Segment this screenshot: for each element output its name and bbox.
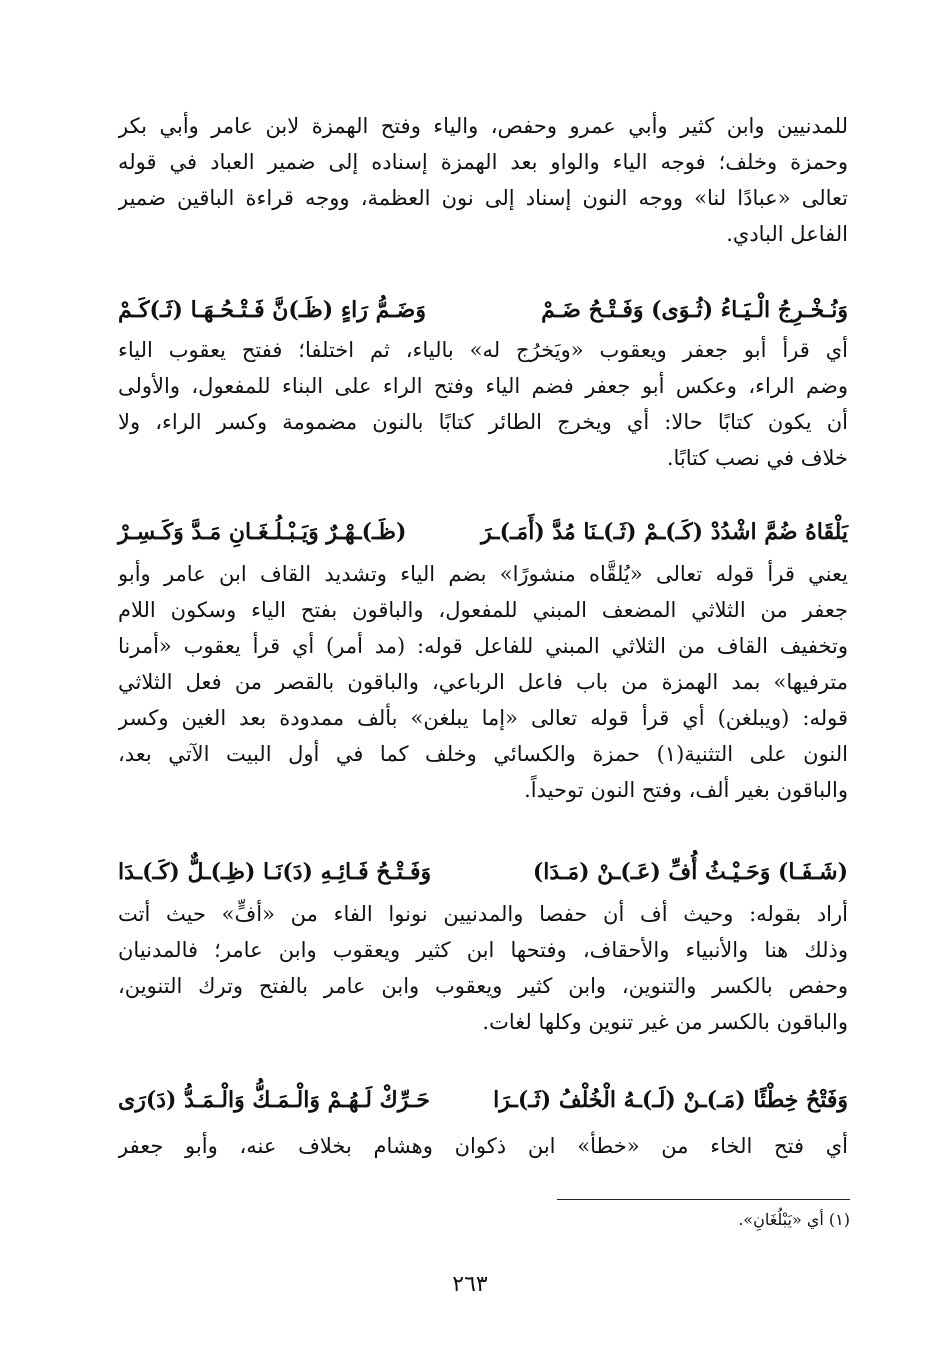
footnote: (١) أي «يَبْلُغَانِ». (738, 1210, 850, 1229)
verse-hemistich-first: وَفَتْحُ خِطْئًا (مَـ)ـنْ (لَـ)ـهُ الْخُلْفُ (ثَـ)ـرَا (493, 1087, 848, 1113)
text-line: مترفيها» بمد الهمزة من باب فاعل الرباعي، والباقون بالقصر من فعل الثلاثي (118, 670, 848, 694)
text-line: والباقون بالكسر من غير تنوين وكلها لغات. (482, 1010, 848, 1034)
text-line: أن يكون كتابًا حالا: أي ويخرج الطائر كتابًا بالنون مضمومة وكسر الراء، ولا (118, 410, 848, 434)
text-line: أراد بقوله: وحيث أف أن حفصا والمدنيين نونوا الفاء من «أفٍّ» حيث أتت (118, 902, 848, 926)
text-line: أي فتح الخاء من «خطأ» ابن ذكوان وهشام بخلاف عنه، وأبو جعفر (118, 1134, 848, 1158)
text-line: جعفر من الثلاثي المضعف المبني للمفعول، والباقون بفتح الياء وسكون اللام (118, 598, 848, 622)
verse-hemistich-first: (شَـفَـا) وَحَـيْـثُ أُفِّ (عَـ)ـنْ (مَـدَا) (532, 859, 848, 885)
text-line: النون على التثنية(١) حمزة والكسائي وخلف كما في أول البيت الآتي بعد، (118, 742, 848, 766)
text-line: قوله: (ويبلغن) أي قرأ قوله تعالى «إما يبلغن» بألف ممدودة بعد الغين وكسر (118, 706, 848, 730)
text-line: والباقون بغير ألف، وفتح النون توحيداً. (524, 778, 848, 802)
verse-2 (118, 512, 848, 552)
text-line: يعني قرأ قوله تعالى «يُلقَّاه منشورًا» بضم الياء وتشديد القاف ابن عامر وأبو (118, 562, 848, 586)
verse-4 (118, 1080, 848, 1120)
text-line: وتخفيف القاف من الثلاثي المبني للفاعل قوله: (مد أمر) أي قرأ يعقوب «أمرنا (118, 634, 848, 658)
text-line: للمدنيين وابن كثير وأبي عمرو وحفص، والياء وفتح الهمزة لابن عامر وأبي بكر (118, 114, 848, 138)
verse-hemistich-second: وَفَـتْـحُ فَـائِـهِ (دَ)نَـا (ظِـ)ـلٌّ (كَـ)ـدَا (118, 859, 432, 885)
verse-hemistich-second: (ظَـ)ـهْـرٌ وَيَـبْـلُـغَـانِ مَـدَّ وَكَـسِـرْ (118, 519, 407, 545)
text-line: خلاف في نصب كتابًا. (666, 446, 848, 470)
verse-1 (118, 290, 848, 330)
verse-3 (118, 852, 848, 892)
text-line: وضم الراء، وعكس أبو جعفر فضم الياء وفتح الراء على البناء للمفعول، والأولى (118, 374, 848, 398)
text-line: وحفص بالكسر والتنوين، وابن كثير ويعقوب وابن عامر بالفتح وترك التنوين، (118, 974, 848, 998)
page-number: ٢٦٣ (452, 1272, 488, 1297)
text-line: الفاعل البادي. (726, 222, 848, 246)
verse-hemistich-second: وَضَـمُّ رَاءٍ (ظَـ)نَّ فَـتْـحُـهَـا (ثَـ)كَـمْ (118, 297, 426, 323)
text-line: أي قرأ أبو جعفر ويعقوب «ويَخرُج له» بالياء، ثم اختلفا؛ ففتح يعقوب الياء (118, 338, 848, 362)
paragraph-4 (118, 896, 848, 1040)
footnote-separator (557, 1199, 850, 1200)
text-line: تعالى «عبادًا لنا» ووجه النون إسناد إلى نون العظمة، ووجه قراءة الباقين ضمير (118, 186, 848, 210)
paragraph-2 (118, 332, 848, 476)
verse-hemistich-second: حَـرِّكْ لَـهُـمْ وَالْـمَـكُّ وَالْـمَـدُّ (دَ)رَى (118, 1087, 430, 1113)
paragraph-5 (118, 1128, 848, 1164)
verse-hemistich-first: وَنُـخْـرِجُ الْـيَـاءُ (ثُـوَى) وَفَـتْـحُ ضَـمْ (541, 297, 848, 323)
paragraph-1 (118, 108, 848, 252)
verse-hemistich-first: يَلْقَاهُ ضُمَّ اشْدُدْ (كَـ)ـمْ (ثَـ)ـنَا مُدَّ (أَمَـ)ـرَ (480, 519, 848, 545)
text-line: وذلك هنا والأنبياء والأحقاف، وفتحها ابن كثير ويعقوب وابن عامر؛ فالمدنيان (118, 938, 848, 962)
paragraph-3 (118, 556, 848, 808)
text-line: وحمزة وخلف؛ فوجه الياء والواو بعد الهمزة إسناده إلى ضمير العباد في قوله (118, 150, 848, 174)
